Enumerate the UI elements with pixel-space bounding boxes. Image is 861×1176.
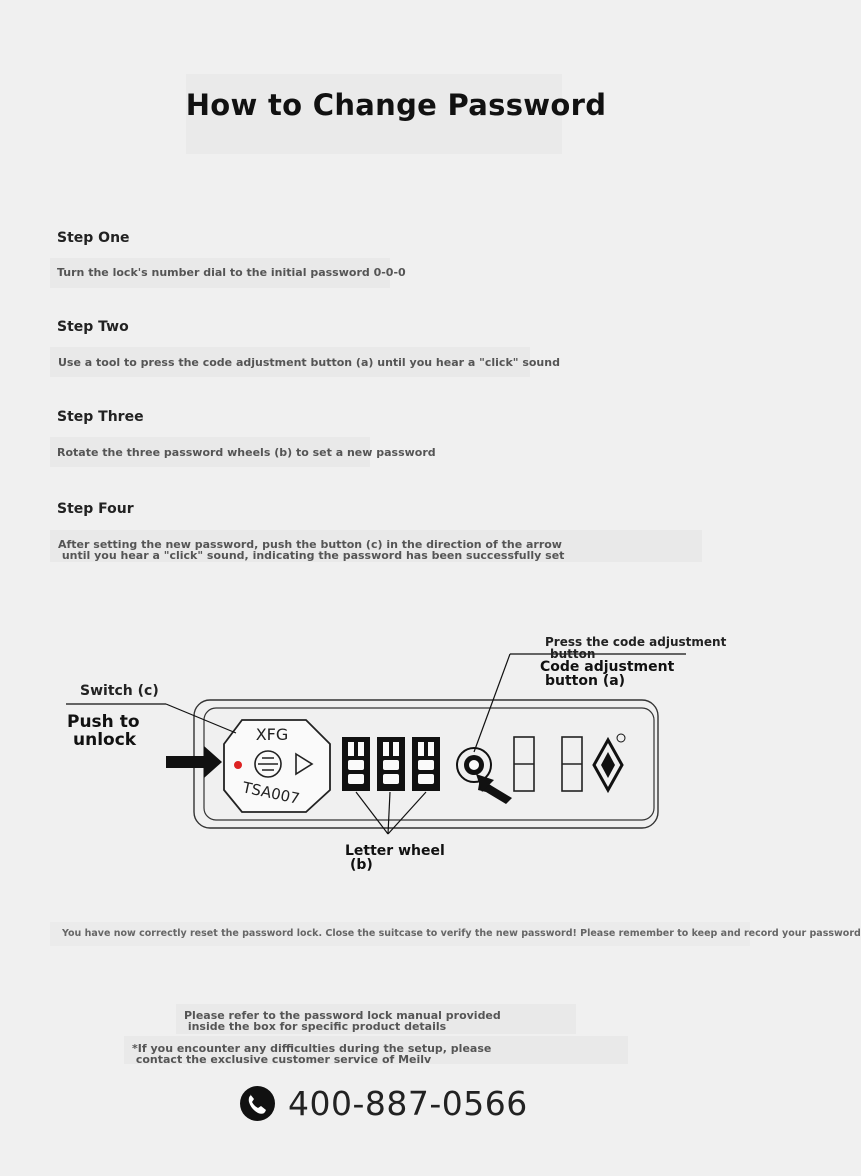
letter-wheel-label-line1: Letter wheel bbox=[345, 843, 445, 859]
step-one-heading: Step One bbox=[57, 230, 130, 246]
switch-label: Switch (c) bbox=[80, 683, 159, 699]
step-two-heading: Step Two bbox=[57, 319, 129, 335]
letter-wheel-2 bbox=[377, 737, 405, 791]
lock-diagram bbox=[0, 600, 750, 900]
step-four-heading: Step Four bbox=[57, 501, 134, 517]
indicator-dot bbox=[234, 761, 242, 769]
letter-wheel-1 bbox=[342, 737, 370, 791]
lock-model-text: TSA007 bbox=[240, 778, 302, 808]
step-two-text: Use a tool to press the code adjustment button (a) until you hear a "click" sound bbox=[58, 356, 560, 369]
code-adjustment-label-line1: Code adjustment bbox=[540, 659, 675, 675]
step-three-heading: Step Three bbox=[57, 409, 144, 425]
phone-number[interactable]: 400-887-0566 bbox=[288, 1084, 528, 1123]
step-four-text: After setting the new password, push the button (c) in the direction of the arrow until you hear a "click" sound, indicating the password has been successfully set bbox=[58, 538, 565, 562]
step-one-text: Turn the lock's number dial to the initial password 0-0-0 bbox=[57, 266, 406, 279]
press-label-line1: Press the code adjustment bbox=[545, 635, 727, 649]
lock-brand-text: XFG bbox=[255, 725, 289, 744]
press-label-line2: button bbox=[550, 647, 596, 661]
phone-icon bbox=[240, 1086, 275, 1121]
support-note: *If you encounter any difficulties during the setup, please contact the exclusive customer service of Meilv bbox=[132, 1042, 492, 1066]
page-title: How to Change Password bbox=[185, 88, 607, 122]
letter-wheel-label-line2: (b) bbox=[350, 857, 373, 873]
code-adjustment-label-line2: button (a) bbox=[545, 673, 626, 689]
push-label-line2: unlock bbox=[73, 730, 137, 750]
manual-note: Please refer to the password lock manual provided inside the box for specific product details bbox=[184, 1009, 501, 1033]
completion-note: You have now correctly reset the password lock. Close the suitcase to verify the new password! Please remember to keep and record your password bbox=[62, 928, 861, 939]
letter-wheel-3 bbox=[412, 737, 440, 791]
step-three-text: Rotate the three password wheels (b) to set a new password bbox=[57, 446, 436, 459]
push-label-line1: Push to bbox=[67, 712, 140, 732]
registered-mark-icon bbox=[617, 734, 625, 742]
